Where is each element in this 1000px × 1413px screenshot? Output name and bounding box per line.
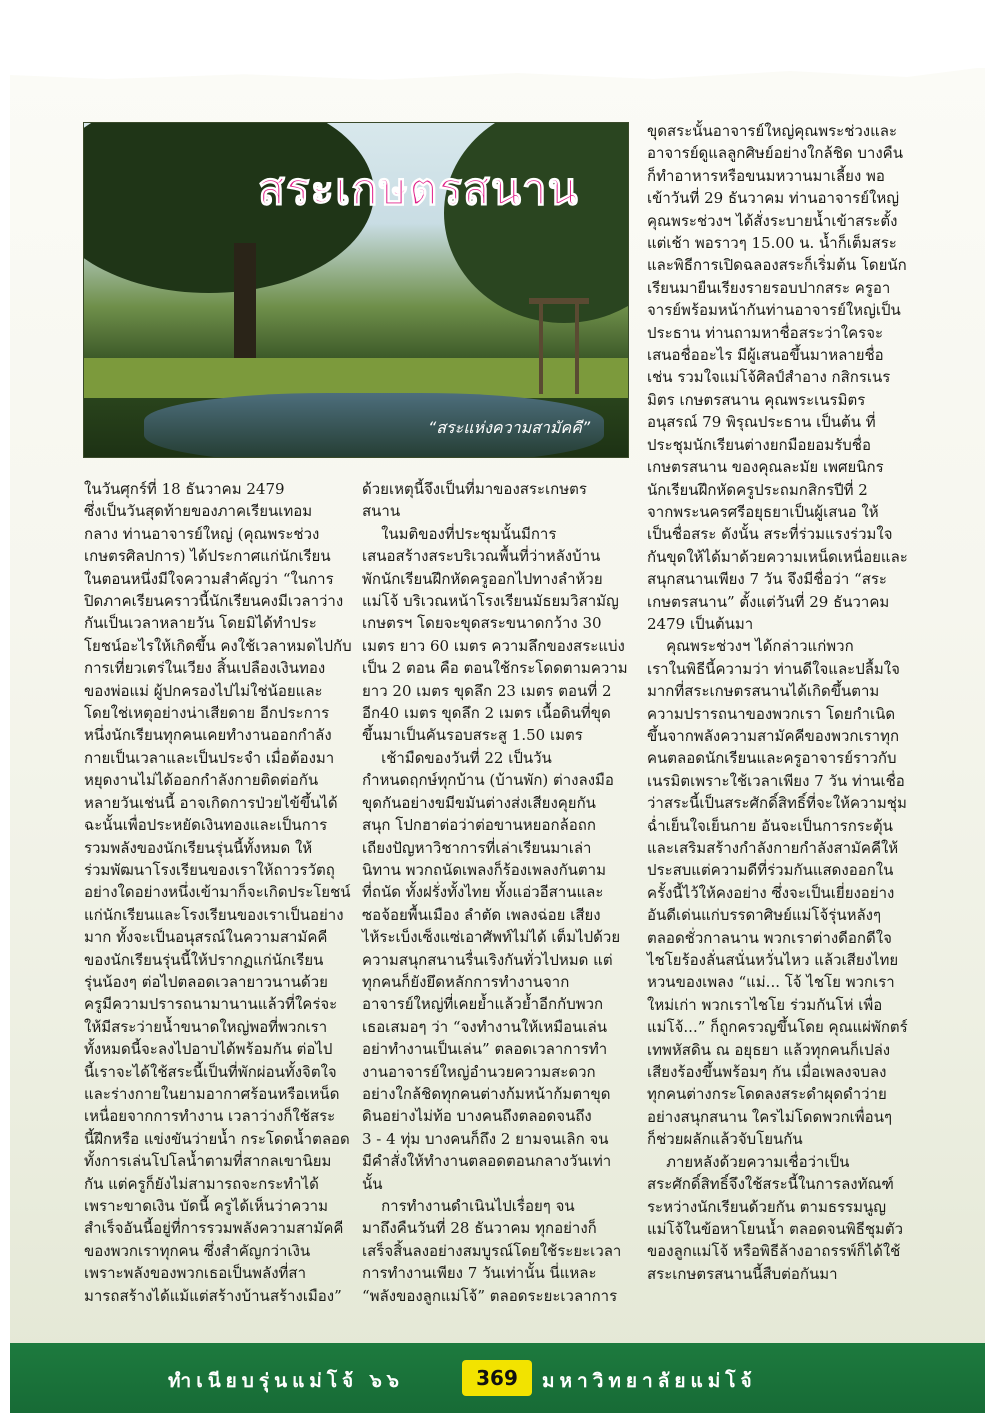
photo-caption: “สระแห่งความสามัคคี” (428, 418, 591, 437)
text-line: มาถึงคืนวันที่ 28 ธันวาคม ทุกอย่างก็ (362, 1219, 597, 1238)
text-line: เกษตรสนาน” ตั้งแต่วันที่ 29 ธันวาคม (647, 592, 890, 611)
tree-canopy-right (444, 122, 629, 323)
text-line: ขึ้นจากพลังความสามัคคีของพวกเราทุก (647, 726, 900, 745)
text-line: ทั้งหมดนี้จะลงไปอาบได้พร้อมกัน ต่อไป (84, 1040, 333, 1059)
text-line: สนุกสนานเพียง 7 วัน จึงมีชื่อว่า “สระ (647, 570, 887, 589)
text-line: เสร็จสิ้นลงอย่างสมบูรณ์โดยใช้ระยะเวลา (362, 1241, 622, 1260)
text-line: อาจารย์ดูแลลูกศิษย์อย่างใกล้ชิด บางคืน (647, 144, 903, 163)
text-line: โยชน์อะไรให้เกิดขึ้น คงใช้เวลาหมดไปกับ (84, 636, 352, 655)
text-line: เกษตรฯ โดยจะขุดสระขนาดกว้าง 30 (362, 614, 602, 633)
text-line: คุณพระช่วงฯ ได้สั่งระบายน้ำเข้าสระตั้ง (647, 211, 898, 230)
text-line: ก็ช่วยผลักแล้วจับโยนกัน (647, 1130, 803, 1149)
text-line: และเสริมสร้างกำลังกายกำลังสามัคคีให้ (647, 839, 899, 857)
text-line: แม่โจ้ในข้อหาโยนน้ำ ตลอดจนพิธีชุมตัว (647, 1219, 904, 1238)
text-line: หนึ่งนักเรียนทุกคนเคยทำงานออกกำลัง (84, 726, 332, 745)
text-line: ขุดสระนั้นอาจารย์ใหญ่คุณพระช่วงและ (647, 122, 898, 140)
text-line: หวนของเพลง “แม่... โจ้ ไชโย พวกเรา (647, 973, 895, 992)
page-number: 369 (462, 1360, 532, 1396)
text-line: สำเร็จอันนี้อยู่ที่การรวมพลังความสามัคคี (84, 1219, 344, 1238)
text-line: ของนักเรียนรุ่นนี้ให้ปรากฏแก่นักเรียน (84, 950, 324, 969)
text-line: เสนอชื่ออะไร มีผู้เสนอขึ้นมาหลายชื่อ (647, 346, 884, 365)
footer-university: มหาวิทยาลัยแม่โจ้ (542, 1370, 757, 1392)
text-column-middle (362, 478, 628, 1307)
text-line: เทพหัสดิน ณ อยุธยา แล้วทุกคนก็เปล่ง (647, 1040, 891, 1059)
text-line: ซอจ้อยพื้นเมือง ลำตัด เพลงฉ่อย เสียง (362, 905, 601, 924)
text-line: มีคำสั่งให้ทำงานตลอดตอนกลางวันเท่า (362, 1152, 612, 1171)
text-line: และร่างกายในยามอากาศร้อนหรือเหน็ด (84, 1084, 340, 1103)
text-line: แต่เช้า พอราวๆ 15.00 น. น้ำก็เต็มสระ (647, 234, 897, 253)
text-line: เรียนมายืนเรียงรายรอบปากสระ ครูอา (647, 278, 891, 297)
text-line: ความปรารถนาของพวกเรา โดยกำเนิด (647, 704, 896, 723)
text-line: สนาน (362, 502, 401, 521)
text-line: ให้มีสระว่ายน้ำขนาดใหญ่พอที่พวกเรา (84, 1017, 328, 1036)
text-line: เป็นชื่อสระ ดังนั้น สระที่ร่วมแรงร่วมใจ (647, 525, 893, 544)
text-line: มากที่สระเกษตรสนานได้เกิดขึ้นตาม (647, 682, 880, 701)
text-line: มารถสร้างได้แม้แต่สร้างบ้านสร้างเมือง” (84, 1286, 342, 1305)
text-line: และพิธีการเปิดฉลองสระก็เริ่มต้น โดยนัก (647, 256, 907, 275)
text-line: เธอเสมอๆ ว่า “จงทำงานให้เหมือนเล่น (362, 1017, 607, 1036)
article-title: สระเกษตรสนาน (258, 164, 579, 215)
text-line: อีก40 เมตร ขุดลึก 2 เมตร เนื้อดินที่ขุด (362, 704, 611, 723)
text-line: คุณพระช่วงฯ ได้กล่าวแก่พวก (647, 637, 854, 656)
text-line: ดินอย่างไม่ท้อ บางคนถึงตลอดจนถึง (362, 1107, 592, 1126)
text-line: เมตร ยาว 60 เมตร ความลึกของสระแบ่ง (362, 636, 625, 655)
text-line: กลาง ท่านอาจารย์ใหญ่ (คุณพระช่วง (84, 524, 320, 543)
text-line: ระหว่างนักเรียนด้วยกัน ตามธรรมนูญ (647, 1197, 887, 1216)
text-line: พักนักเรียนฝึกหัดครูออกไปทางลำห้วย (362, 569, 603, 588)
text-line: ในตอนหนึ่งมีใจความสำคัญว่า “ในการ (84, 569, 334, 588)
text-line: ไชโยร้องลั่นสนั่นหวั่นไหว แล้วเสียงไทย (647, 951, 899, 970)
text-line: ยาว 20 เมตร ขุดลึก 23 เมตร ตอนที่ 2 (362, 681, 612, 700)
text-line: กันเป็นเวลาหลายวัน โดยมิได้ทำประ (84, 614, 317, 633)
text-line: ของพ่อแม่ ผู้ปกครองไปไม่ใช่น้อยและ (84, 681, 323, 700)
text-line: เป็น 2 ตอน คือ ตอนใช้กระโดดตามความ (362, 659, 628, 678)
text-line: คนตลอดนักเรียนและครูอาจารย์ราวกับ (647, 749, 897, 768)
text-line: ครั้งนี้ไว้ให้คงอย่าง ซึ่งจะเป็นเยี่ยงอย่าง (647, 883, 895, 902)
text-line: หยุดงานไม่ได้ออกกำลังกายติดต่อกัน (84, 771, 319, 790)
text-line: แก่นักเรียนและโรงเรียนของเราเป็นอย่าง (84, 905, 344, 924)
text-line: ด้วยเหตุนี้จึงเป็นที่มาของสระเกษตร (362, 480, 587, 498)
text-line: กายเป็นเวลาและเป็นประจำ เมื่อต้องมา (84, 748, 335, 767)
text-line: ฉะนั้นเพื่อประหยัดเงินทองและเป็นการ (84, 816, 328, 835)
text-line: นักเรียนฝึกหัดครูประถมกสิกรปีที่ 2 (647, 480, 868, 499)
footer-publication: ทำเนียบรุ่นแม่โจ้ ๖๖ (168, 1370, 404, 1392)
text-line: สระศักดิ์สิทธิ์จึงใช้สระนี้ในการลงทัณฑ์ (647, 1175, 894, 1194)
text-line: 2479 เป็นต้นมา (647, 614, 754, 633)
text-line: กันขุดให้ได้มาด้วยความเหน็ดเหนื่อยและ (647, 547, 908, 566)
text-line: อย่าทำงานเป็นเล่น” ตลอดเวลาการทำ (362, 1040, 608, 1059)
text-line: จากพระนครศรีอยุธยาเป็นผู้เสนอ ให้ (647, 502, 879, 521)
text-line: อย่างใกล้ชิดทุกคนต่างก้มหน้าก้มตาขุด (362, 1084, 611, 1103)
text-line: เหนื่อยจากการทำงาน เวลาว่างก็ใช้สระ (84, 1107, 336, 1126)
text-line: อาจารย์ใหญ่ที่เคยย้ำแล้วย้ำอีกกับพวก (362, 995, 604, 1014)
text-line: ภายหลังด้วยความเชื่อว่าเป็น (647, 1152, 850, 1171)
text-line: ประธาน ท่านถามหาชื่อสระว่าใครจะ (647, 323, 884, 342)
text-line: ใหม่เก่า พวกเราไชโย ร่วมกันโห่ เพื่อ (647, 995, 883, 1014)
text-line: ว่าสระนี้เป็นสระศักดิ์สิทธิ์ที่จะให้ความชุ่ม (647, 794, 907, 813)
text-line: ที่ถนัด ทั้งฝรั่งทั้งไทย ทั้งแอ่วอีสานและ (362, 883, 604, 902)
text-line: เพราะขาดเงิน บัดนี้ ครูได้เห็นว่าความ (84, 1197, 328, 1215)
text-line: ทั้งการเล่นโปโลน้ำตามที่สากลเขานิยม (84, 1152, 332, 1171)
text-line: ทุกคนก็ยังยึดหลักการทำงานจาก (362, 972, 570, 991)
text-line: จารย์พร้อมหน้ากันท่านอาจารย์ใหญ่เป็น (647, 301, 901, 320)
text-line: ในมติของที่ประชุมนั้นมีการ (362, 524, 557, 543)
text-line: อย่างสนุกสนาน ใครไม่โดดพวกเพื่อนๆ (647, 1107, 893, 1126)
text-line: “พลังของลูกแม่โจ้” ตลอดระยะเวลาการ (362, 1286, 618, 1305)
text-line: ความสนุกสนานรื่นเริงกันทั่วไปหมด แต่ (362, 950, 613, 969)
text-line: อนุสรณ์ 79 พิรุณประธาน เป็นต้น ที่ (647, 413, 876, 432)
text-line: การทำงานเพียง 7 วันเท่านั้น นี่แหละ (362, 1264, 597, 1283)
text-line: ประชุมนักเรียนต่างยกมือยอมรับชื่อ (647, 435, 871, 454)
diving-tower (529, 298, 589, 394)
text-line: อันดีเด่นแก่บรรดาศิษย์แม่โจ้รุ่นหลังๆ (647, 906, 882, 925)
text-line: รวมพลังของนักเรียนรุ่นนี้ทั้งหมด ให้ (84, 838, 313, 857)
text-line: ปิดภาคเรียนคราวนี้นักเรียนคงมีเวลาว่าง (84, 592, 344, 611)
text-line: การเที่ยวเตร่ในเวียง สิ้นเปลืองเงินทอง (84, 659, 326, 678)
text-line: 3 - 4 ทุ่ม บางคนก็ถึง 2 ยามจนเลิก จน (362, 1129, 609, 1148)
text-line: เนรมิตเพราะใช้เวลาเพียง 7 วัน ท่านเชื่อ (647, 771, 905, 790)
text-line: ครูมีความปรารถนามานานแล้วที่ใคร่จะ (84, 995, 338, 1014)
text-line: รุ่นน้องๆ ต่อไปตลอดเวลายาวนานด้วย (84, 972, 328, 991)
text-line: ฉ่ำเย็นใจเย็นกาย อันจะเป็นการกระตุ้น (647, 816, 893, 835)
text-line: นี้ฝึกหรือ แข่งขันว่ายน้ำ กระโดดน้ำตลอด (84, 1129, 350, 1148)
text-line: การทำงานดำเนินไปเรื่อยๆ จน (362, 1197, 575, 1215)
text-line: เช่น รวมใจแม่โจ้ศิลป์สำอาง กสิกรเนร (647, 368, 891, 387)
text-line: กัน แต่ครูก็ยังไม่สามารถจะกระทำได้ (84, 1174, 319, 1193)
text-line: สนุก โปกฮาต่อว่าต่อขานหยอกล้อถก (362, 816, 596, 835)
text-line: เข้าวันที่ 29 ธันวาคม ท่านอาจารย์ใหญ่ (647, 189, 899, 208)
text-line: เราในพิธีนี้ความว่า ท่านดีใจและปลื้มใจ (647, 659, 900, 678)
text-line: นิทาน พวกถนัดเพลงก็ร้องเพลงกันตาม (362, 860, 606, 879)
text-line: แม่โจ้...” ก็ถูกครวญขึ้นโดย คุณแผ่พักตร์ (647, 1018, 908, 1037)
text-line: กำหนดฤกษ์ทุกบ้าน (บ้านพัก) ต่างลงมือ (362, 771, 614, 790)
text-line: ของลูกแม่โจ้ หรือพิธีล้างอาถรรพ์ก็ได้ใช้ (647, 1242, 901, 1261)
text-line: เสนอสร้างสระบริเวณพื้นที่ว่าหลังบ้าน (362, 547, 601, 566)
text-line: ขุดกันอย่างขมีขมันต่างส่งเสียงคุยกัน (362, 793, 596, 812)
text-line: นี้เราจะได้ใช้สระนี้เป็นที่พักผ่อนทั้งจิตใจ (84, 1062, 337, 1081)
text-line: ตลอดชั่วกาลนาน พวกเราต่างดีอกดีใจ (647, 928, 892, 947)
text-line: แม่โจ้ บริเวณหน้าโรงเรียนมัธยมวิสามัญ (362, 592, 619, 611)
text-line: ประสบแต่ความดีที่ร่วมกันแสดงออกใน (647, 861, 894, 880)
text-line: อย่างใดอย่างหนึ่งเข้ามาก็จะเกิดประโยชน์ (84, 883, 351, 902)
text-column-left (84, 478, 352, 1307)
text-line: โดยใช่เหตุอย่างน่าเสียดาย อีกประการ (84, 704, 330, 723)
text-line: ซึ่งเป็นวันสุดท้ายของภาคเรียนเทอม (84, 502, 313, 521)
text-line: หลายวันเช่นนี้ อาจเกิดการป่วยไข้ขึ้นได้ (84, 793, 338, 812)
text-line: ก็ทำอาหารหรือขนมหวานมาเลี้ยง พอ (647, 166, 885, 185)
text-line: เกษตรสนาน ของคุณละมัย เพศยนิกร (647, 458, 884, 477)
text-line: สระเกษตรสนานนี้สืบต่อกันมา (647, 1264, 838, 1283)
text-line: เช้ามืดของวันที่ 22 เป็นวัน (362, 748, 552, 767)
text-line: ขึ้นมาเป็นคันรอบสระสู 1.50 เมตร (362, 726, 583, 745)
text-line: นั้น (362, 1174, 383, 1193)
text-line: มิตร เกษตรสนาน คุณพระเนรมิตร (647, 390, 866, 409)
text-line: ไห้ระเบ็งเซ็งแซ่เอาศัพท์ไม่ได้ เต็มไปด้วย (362, 928, 621, 947)
text-line: ร่วมพัฒนาโรงเรียนของเราให้ถาวรวัตถุ (84, 860, 335, 879)
text-column-right (647, 120, 915, 1285)
text-line: เถียงปัญหาวิชาการที่เล่าเรียนมาเล่า (362, 838, 592, 857)
text-line: มาก ทั้งจะเป็นอนุสรณ์ในความสามัคคี (84, 928, 328, 947)
text-line: เกษตรศิลปการ) ได้ประกาศแก่นักเรียน (84, 547, 331, 566)
text-line: ของพวกเราทุกคน ซึ่งสำคัญกว่าเงิน (84, 1241, 311, 1260)
text-line: เพราะพลังของพวกเธอเป็นพลังที่สา (84, 1264, 306, 1283)
text-line: ทุกคนต่างกระโดดลงสระดำผุดดำว่าย (647, 1085, 887, 1104)
text-line: งานอาจารย์ใหญ่อำนวยความสะดวก (362, 1062, 596, 1081)
text-line: เสียงร้องขึ้นพร้อมๆ กัน เมื่อเพลงจบลง (647, 1063, 887, 1082)
text-line: ในวันศุกร์ที่ 18 ธันวาคม 2479 (84, 480, 285, 498)
